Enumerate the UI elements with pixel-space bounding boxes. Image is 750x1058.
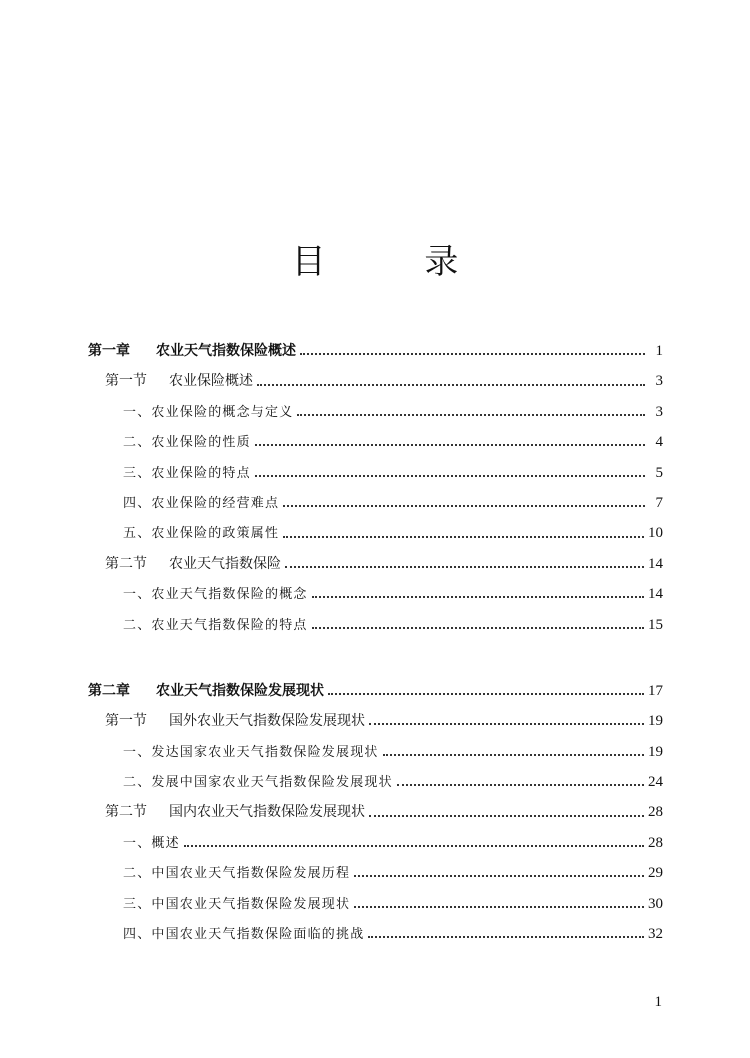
page-number: 5 [655,464,663,481]
page-number: 1 [655,343,663,359]
toc-item[interactable] [88,828,663,858]
section-title: 农业保险概述 [169,373,253,390]
item-title: 二、农业天气指数保险的特点 [123,617,308,633]
item-title: 四、中国农业天气指数保险面临的挑战 [123,927,365,943]
page-number: 3 [655,403,663,420]
section-title: 农业天气指数保险 [169,555,281,572]
chapter-title: 农业天气指数保险发展现状 [156,682,324,699]
dot-leader [328,693,644,695]
section-number: 第一节 [105,373,147,390]
section-title: 国内农业天气指数保险发展现状 [169,804,365,821]
page-number: 10 [648,525,663,542]
table-of-contents [88,336,663,949]
page-number: 3 [655,373,663,390]
toc-item[interactable] [88,889,663,919]
page-number: 4 [655,434,663,451]
dot-leader [312,596,644,598]
toc-section[interactable] [88,797,663,827]
toc-item[interactable] [88,427,663,457]
chapter-gap [88,640,663,676]
item-title: 一、发达国家农业天气指数保险发展现状 [123,744,379,760]
item-title: 二、农业保险的性质 [123,435,251,451]
item-title: 三、农业保险的特点 [123,465,251,481]
page-title: 目 录 [291,242,503,282]
page-number: 19 [648,743,663,760]
toc-item[interactable] [88,767,663,797]
dot-leader [257,384,645,386]
item-title: 一、概述 [123,835,180,851]
page-number: 28 [648,804,663,821]
dot-leader [369,815,644,817]
dot-leader [397,784,644,786]
item-title: 三、中国农业天气指数保险发展现状 [123,896,351,912]
page-number: 30 [648,895,663,912]
chapter-number: 第二章 [88,682,130,699]
dot-leader [285,566,644,568]
toc-section[interactable] [88,366,663,396]
toc-item[interactable] [88,579,663,609]
toc-item[interactable] [88,858,663,888]
page-number: 7 [655,494,663,511]
page-number: 29 [648,865,663,882]
section-number: 第一节 [105,713,147,730]
page-number: 28 [648,834,663,851]
section-title: 国外农业天气指数保险发展现状 [169,713,365,730]
page-number: 17 [648,682,663,699]
dot-leader [300,353,645,355]
toc-item[interactable] [88,518,663,548]
item-title: 一、农业保险的概念与定义 [123,404,294,420]
toc-item[interactable] [88,610,663,640]
item-title: 二、中国农业天气指数保险发展历程 [123,866,351,882]
chapter-number: 第一章 [88,343,130,359]
toc-item[interactable] [88,458,663,488]
toc-item[interactable] [88,737,663,767]
toc-chapter[interactable] [88,336,663,366]
section-number: 第二节 [105,555,147,572]
page-number: 32 [648,926,663,943]
dot-leader [283,505,645,507]
item-title: 一、农业天气指数保险的概念 [123,587,308,603]
dot-leader [184,845,644,847]
toc-item[interactable] [88,488,663,518]
toc-item[interactable] [88,919,663,949]
dot-leader [368,936,644,938]
dot-leader [354,875,644,877]
toc-item[interactable] [88,397,663,427]
toc-section[interactable] [88,549,663,579]
dot-leader [297,414,645,416]
toc-section[interactable] [88,706,663,736]
section-number: 第二节 [105,804,147,821]
page-number: 15 [648,616,663,633]
dot-leader [354,906,644,908]
page-number: 19 [648,713,663,730]
item-title: 四、农业保险的经营难点 [123,495,280,511]
footer-page-number: 1 [654,994,662,1010]
dot-leader [369,723,644,725]
page-number: 14 [648,586,663,603]
item-title: 二、发展中国家农业天气指数保险发展现状 [123,775,393,791]
page-number: 14 [648,555,663,572]
dot-leader [255,475,645,477]
page-number: 24 [648,774,663,791]
dot-leader [383,754,644,756]
toc-chapter[interactable] [88,676,663,706]
dot-leader [283,536,644,538]
dot-leader [312,627,644,629]
dot-leader [255,444,645,446]
chapter-title: 农业天气指数保险概述 [156,343,296,359]
item-title: 五、农业保险的政策属性 [123,526,280,542]
